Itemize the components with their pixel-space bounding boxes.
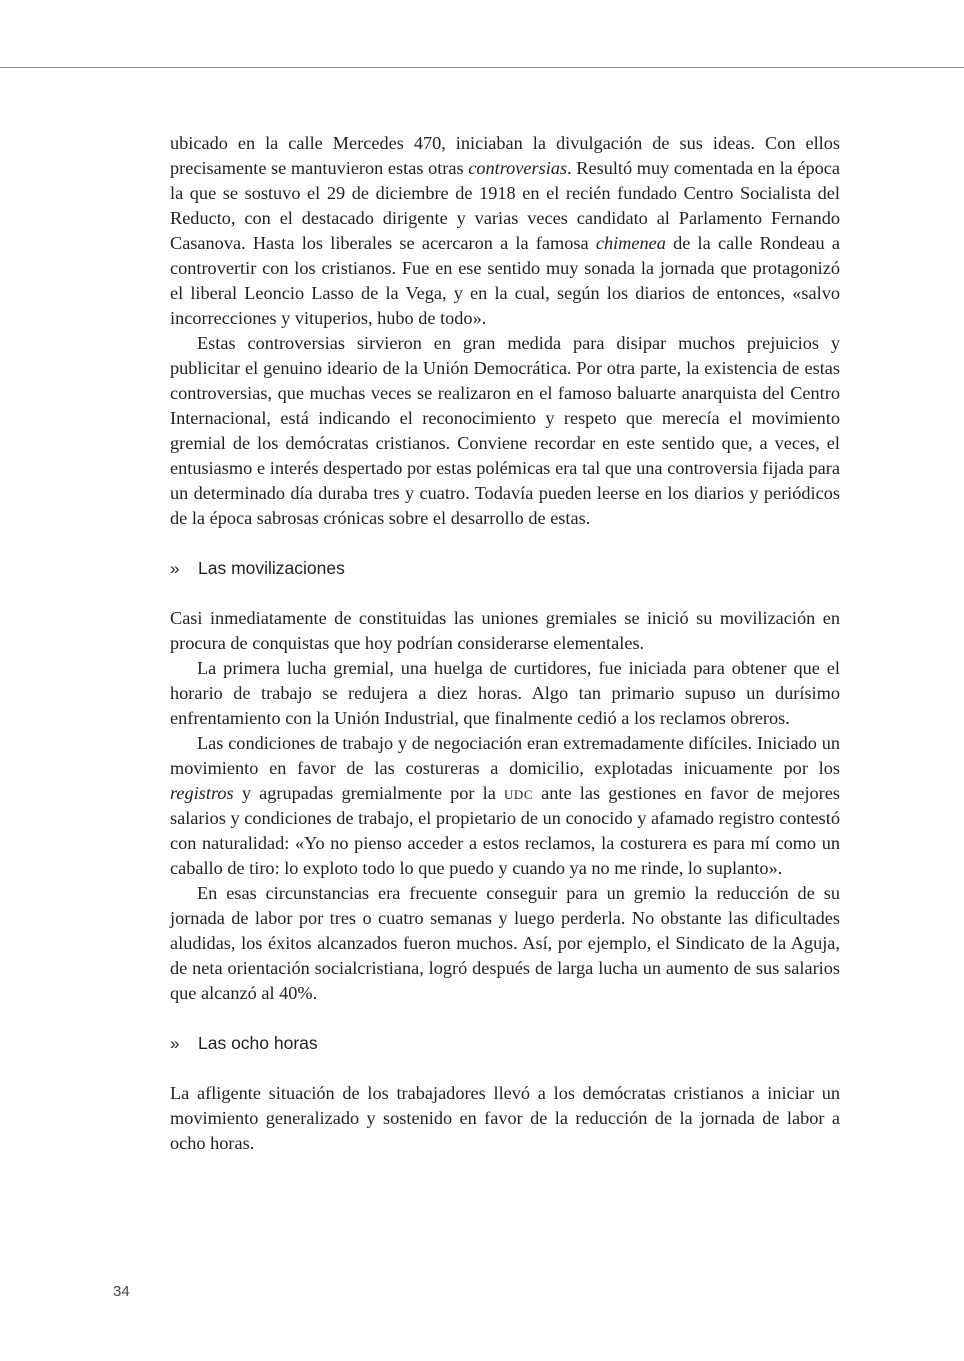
- section-heading-text: Las movilizaciones: [198, 558, 345, 578]
- page-number: 34: [113, 1283, 130, 1300]
- text-run: Las condiciones de trabajo y de negociación eran extremadamente difíciles. Iniciado un movimiento en favor de las costureras a domicilio, explotadas inicuamente por los: [170, 733, 840, 778]
- section-marker: »: [170, 559, 180, 578]
- paragraph: [170, 731, 840, 881]
- text-run: ante las gestiones en favor de mejores salarios y condiciones de trabajo, el propietario de un conocido y afamado registro contestó con naturalidad: «Yo no pienso acceder a estos reclamos, la costurera es para mí como un caballo de tiro: lo exploto todo lo que puedo y cuando ya no me rinde, lo suplanto».: [170, 783, 840, 878]
- paragraph: Estas controversias sirvieron en gran medida para disipar muchos prejuicios y publicitar el genuino ideario de la Unión Democrática. Por otra parte, la existencia de estas controversias, que muchas veces se realizaron en el famoso baluarte anarquista del Centro Internacional, está indicando el reconocimiento y respeto que merecía el movimiento gremial de los demócratas cristianos. Conviene recordar en este sentido que, a veces, el entusiasmo e interés despertado por estas polémicas era tal que una controversia fijada para un determinado día duraba tres y cuatro. Todavía pueden leerse en los diarios y periódicos de la época sabrosas crónicas sobre el desarrollo de estas.: [170, 333, 840, 528]
- acronym-udc: udc: [504, 783, 533, 803]
- text-run: de la calle Rondeau a controvertir con los cristianos. Fue en ese sentido muy sonada la jornada que protagonizó el liberal Leoncio Lasso de la Vega, y en la cual, según los diarios de entonces, «salvo incorrecciones y vituperios, hubo de todo».: [170, 233, 840, 328]
- section-marker: »: [170, 1034, 180, 1053]
- italic-term: registros: [170, 783, 234, 803]
- text-run: ubicado en la calle Mercedes 470, iniciaban la divulgación de sus ideas. Con ellos precisamente se mantuvieron estas otras: [170, 133, 840, 178]
- text-run: . Resultó muy comentada en la época la que se sostuvo el 29 de diciembre de 1918 en el recién fundado Centro Socialista del Reducto, con el destacado dirigente y varias veces candidato al Parlamento Fernando Casanova. Hasta los liberales se acercaron a la famosa: [170, 158, 841, 253]
- paragraph: La primera lucha gremial, una huelga de curtidores, fue iniciada para obtener que el horario de trabajo se redujera a diez horas. Algo tan primario supuso un durísimo enfrentamiento con la Unión Industrial, que finalmente cedió a los reclamos obreros.: [170, 658, 840, 728]
- section-heading-text: Las ocho horas: [198, 1033, 318, 1053]
- paragraph: En esas circunstancias era frecuente conseguir para un gremio la reducción de su jornada de labor por tres o cuatro semanas y luego perderla. No obstante las dificultades aludidas, los éxitos alcanzados fueron muchos. Así, por ejemplo, el Sindicato de la Aguja, de neta orientación socialcristiana, logró después de larga lucha un aumento de sus salarios que alcanzó al 40%.: [170, 883, 840, 1003]
- paragraph: La afligente situación de los trabajadores llevó a los demócratas cristianos a iniciar un movimiento generalizado y sostenido en favor de la reducción de la jornada de labor a ocho horas.: [170, 1083, 840, 1153]
- paragraph: [170, 131, 840, 331]
- header-rule: [0, 67, 964, 68]
- section-heading-movilizaciones: [170, 556, 840, 581]
- italic-term: chimenea: [595, 233, 666, 253]
- section-heading-ocho-horas: [170, 1031, 840, 1056]
- text-run: y agrupadas gremialmente por la: [233, 783, 505, 803]
- page-body: [170, 131, 840, 1156]
- paragraph: Casi inmediatamente de constituidas las uniones gremiales se inició su movilización en procura de conquistas que hoy podrían considerarse elementales.: [170, 608, 840, 653]
- italic-term: controversias: [468, 158, 568, 178]
